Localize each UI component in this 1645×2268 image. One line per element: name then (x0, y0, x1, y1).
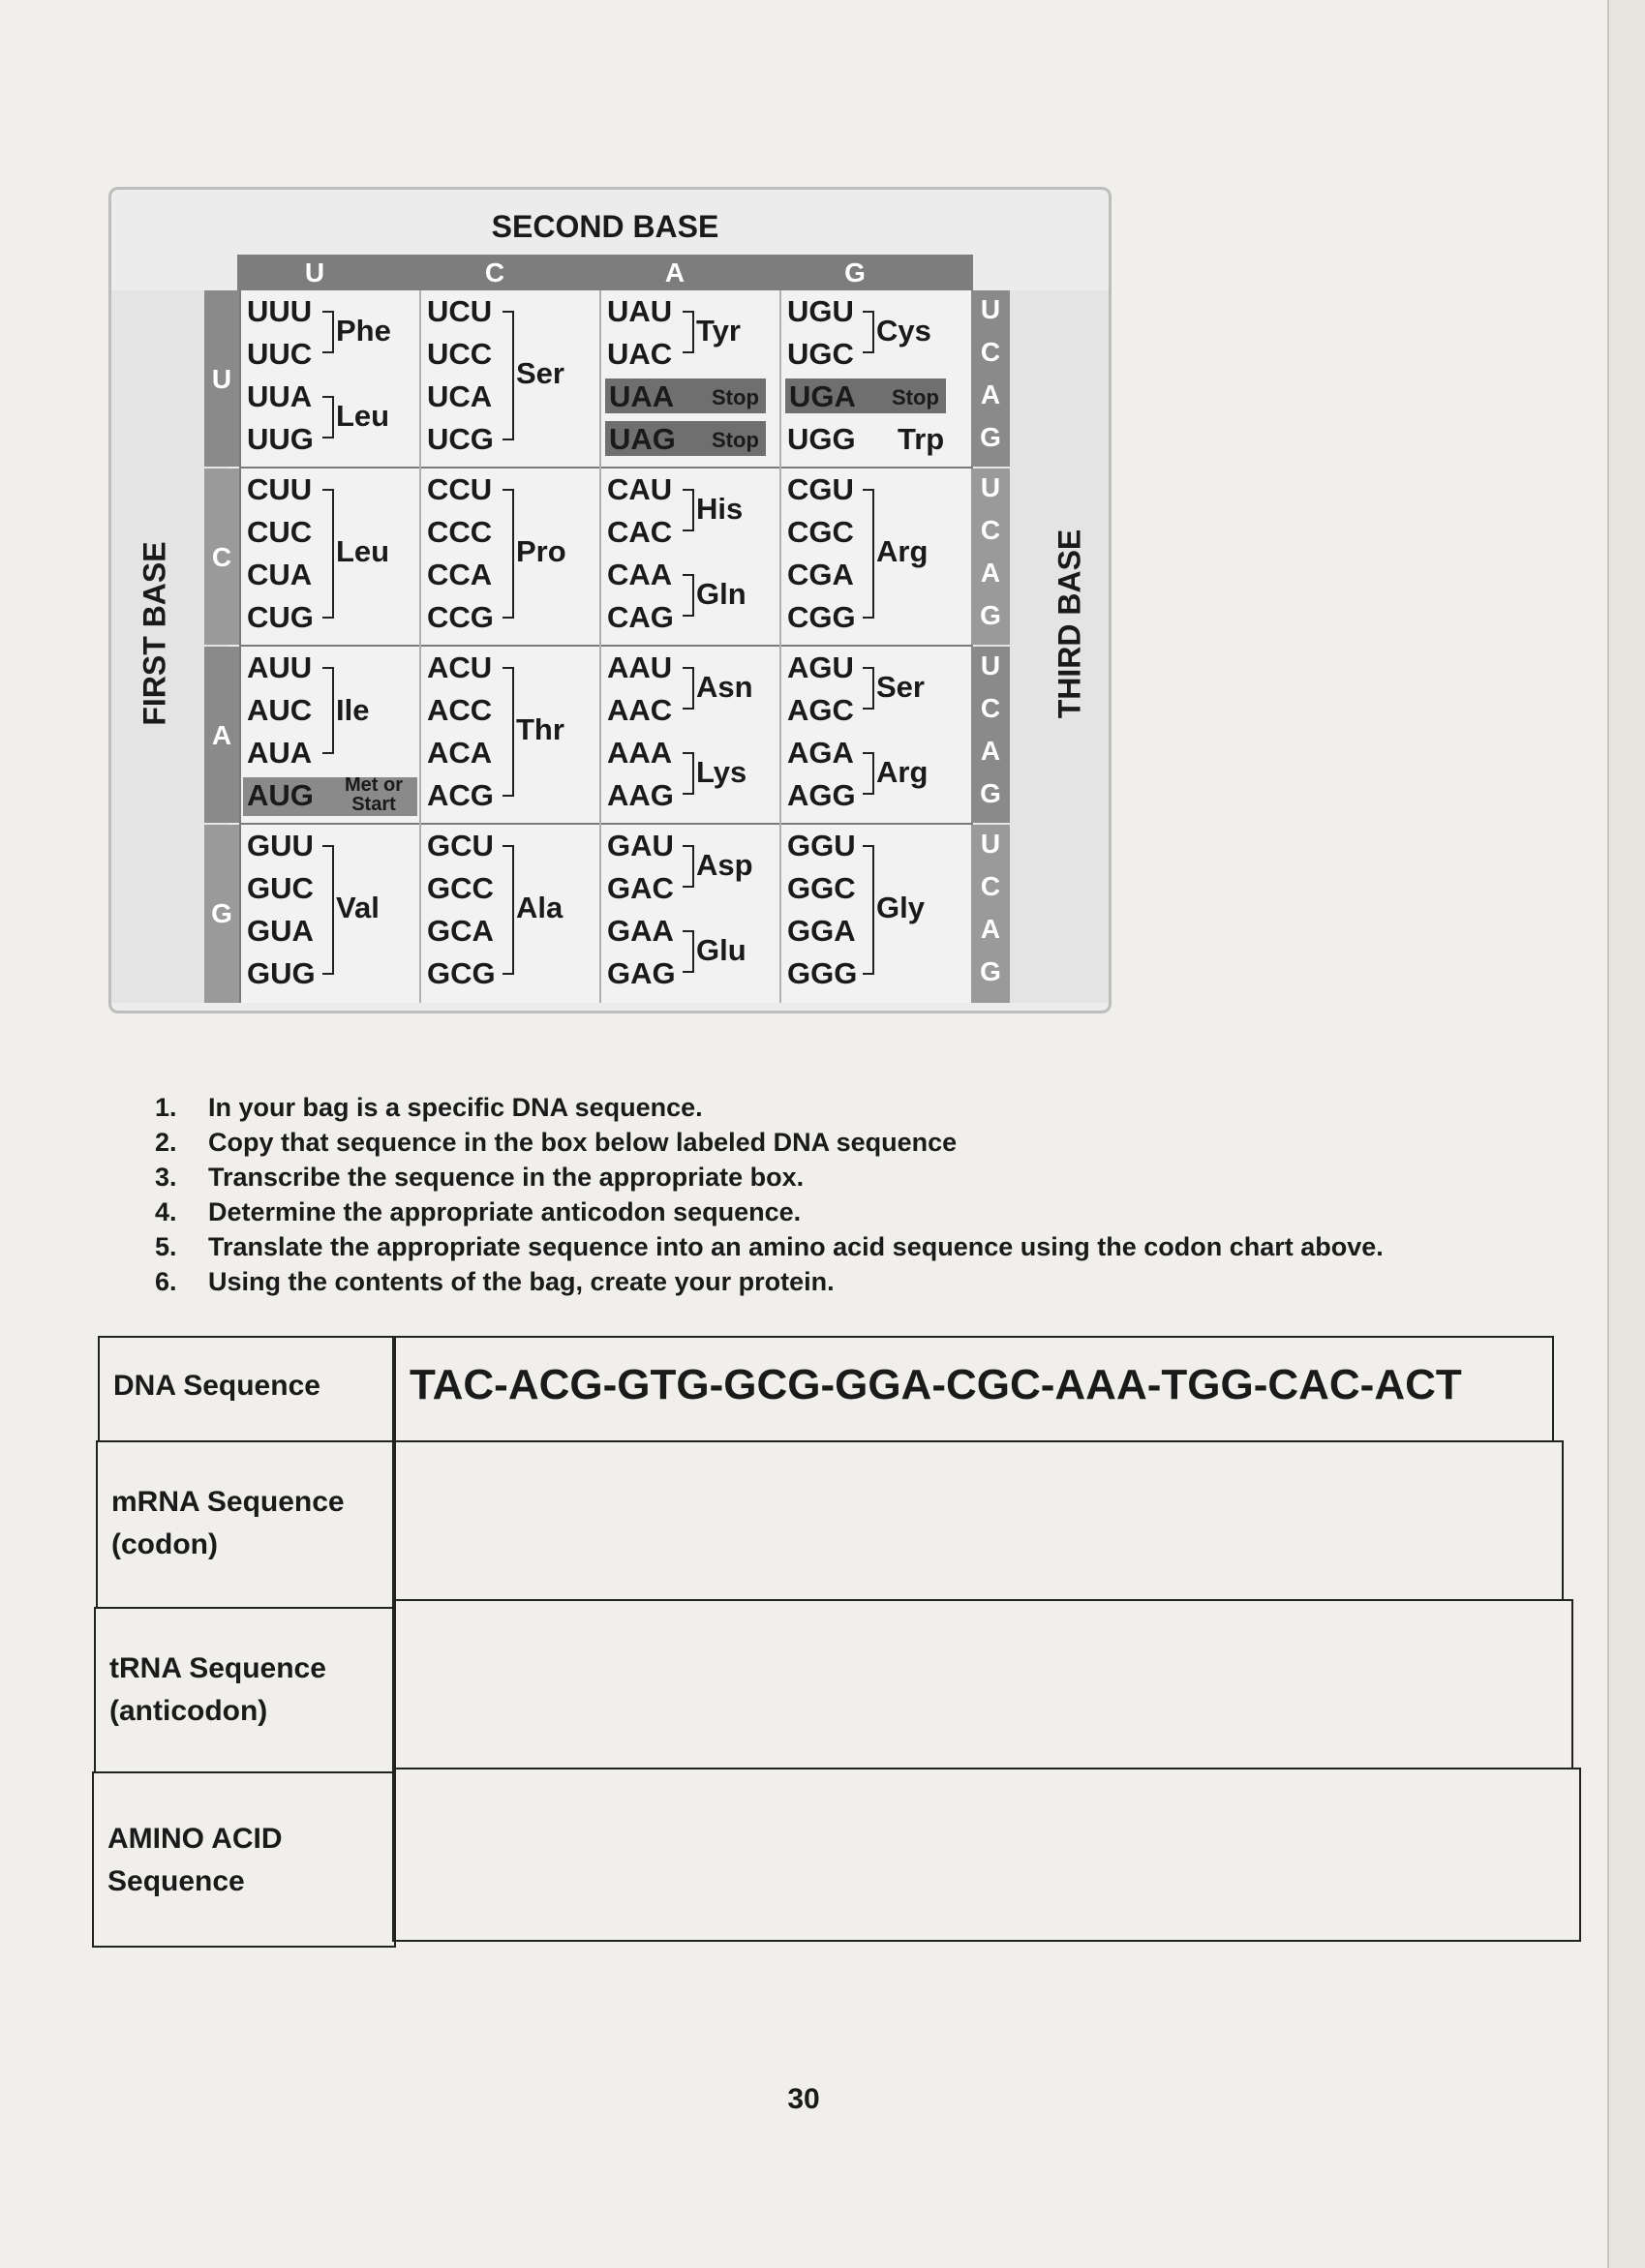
row-label-line: Sequence (107, 1865, 245, 1897)
codon: CUU (247, 472, 313, 506)
third-base-letter: U (980, 829, 1001, 859)
codon: GAU (607, 829, 674, 862)
codon: AUU (247, 650, 313, 684)
first-base-letter-c: C (211, 542, 232, 572)
instruction-number: 6. (155, 1267, 177, 1296)
bracket (683, 752, 694, 795)
bracket (503, 667, 514, 797)
bracket (503, 489, 514, 619)
codon: UUG (247, 422, 314, 456)
first-base-label: FIRST BASE (137, 541, 172, 726)
codon: UCA (427, 379, 493, 413)
codon: CGG (787, 600, 856, 634)
amino-acid: Trp (898, 422, 945, 456)
codon: AGU (787, 650, 854, 684)
bracket (503, 311, 514, 440)
bracket (683, 845, 694, 888)
codon: GGG (787, 956, 858, 990)
third-base-letter: A (980, 558, 1001, 588)
codon: AGA (787, 736, 854, 770)
amino-acid: His (696, 492, 744, 526)
codon: UUU (247, 294, 313, 328)
start-label-line: Met or (345, 774, 403, 796)
codon: GUG (247, 956, 316, 990)
second-base-letter-u: U (304, 257, 325, 287)
instruction-number: 1. (155, 1093, 177, 1122)
codon: CCU (427, 472, 493, 506)
instruction-item (155, 1125, 1549, 1160)
bracket (863, 752, 874, 795)
third-base-letter: C (980, 871, 1001, 901)
third-base-letter: A (980, 914, 1001, 944)
codon: GAG (607, 956, 676, 990)
codon: GUC (247, 871, 314, 905)
codon: UCC (427, 337, 493, 371)
amino-acid: Ile (336, 693, 370, 727)
instruction-number: 4. (155, 1197, 177, 1226)
codon: CCC (427, 515, 493, 549)
codon: CAA (607, 558, 673, 591)
codon-chart (108, 187, 1112, 1013)
row-label-dna (113, 1365, 320, 1407)
codon: UUA (247, 379, 313, 413)
row-label-amino-acid (107, 1818, 283, 1903)
codon: CGA (787, 558, 854, 591)
row-label-line: DNA Sequence (113, 1370, 320, 1402)
codon: GGC (787, 871, 856, 905)
column-divider (779, 290, 781, 1003)
codon: CUA (247, 558, 313, 591)
bracket (322, 396, 334, 438)
instruction-number: 2. (155, 1128, 177, 1157)
row-divider (239, 467, 973, 469)
codon: ACU (427, 650, 493, 684)
codon: CCA (427, 558, 493, 591)
codon: UAC (607, 337, 673, 371)
amino-acid: Ser (516, 356, 564, 390)
instruction-text: Using the contents of the bag, create your protein. (208, 1267, 835, 1296)
column-divider (419, 290, 421, 1003)
amino-acid-sequence-cell[interactable] (392, 1768, 1581, 1942)
codon: UAU (607, 294, 673, 328)
instruction-text: Transcribe the sequence in the appropriate box. (208, 1163, 805, 1192)
codon: CAU (607, 472, 673, 506)
start-label (330, 775, 417, 814)
row-label-line: tRNA Sequence (109, 1652, 326, 1684)
stop-label: Stop (712, 385, 759, 409)
bracket (863, 667, 874, 710)
codon: CGU (787, 472, 854, 506)
amino-acid: Thr (516, 712, 564, 746)
bracket (322, 667, 334, 754)
codon: AAA (607, 736, 673, 770)
amino-acid: Ser (876, 670, 925, 704)
row-label-line: (anticodon) (109, 1695, 268, 1727)
row-label-line: mRNA Sequence (111, 1486, 345, 1518)
third-base-letter: A (980, 379, 1001, 409)
codon: UCU (427, 294, 493, 328)
instruction-item (155, 1194, 1549, 1229)
codon: AUC (247, 693, 313, 727)
third-base-letter: G (980, 600, 1001, 630)
amino-acid: Ala (516, 891, 564, 924)
codon: AGC (787, 693, 854, 727)
row-divider (239, 823, 973, 825)
third-base-letter: G (980, 778, 1001, 808)
page-number: 30 (787, 2083, 820, 2115)
instruction-number: 5. (155, 1232, 177, 1261)
codon: GUA (247, 914, 314, 948)
codon: GGA (787, 914, 856, 948)
codon: AAC (607, 693, 673, 727)
amino-acid: Val (336, 891, 380, 924)
row-label-trna (109, 1648, 326, 1733)
codon: GGU (787, 829, 856, 862)
bracket (863, 845, 874, 975)
codon: UGU (787, 294, 854, 328)
codon: AAU (607, 650, 673, 684)
row-label-line: (codon) (111, 1528, 218, 1560)
instruction-number: 3. (155, 1163, 177, 1192)
stop-label: Stop (712, 428, 759, 452)
codon: ACA (427, 736, 493, 770)
codon: UCG (427, 422, 494, 456)
amino-acid: Cys (876, 314, 931, 348)
codon: CUG (247, 600, 314, 634)
codon: CCG (427, 600, 494, 634)
dna-sequence-value: TAC-ACG-GTG-GCG-GGA-CGC-AAA-TGG-CAC-ACT (410, 1361, 1462, 1408)
row-divider (239, 645, 973, 647)
row-label-line: AMINO ACID (107, 1823, 283, 1855)
instruction-item (155, 1090, 1549, 1125)
first-base-letter-a: A (211, 720, 232, 750)
stop-codon: UGA (789, 379, 856, 413)
codon: UUC (247, 337, 313, 371)
amino-acid: Gly (876, 891, 925, 924)
sequence-table (90, 1336, 1581, 1994)
codon: UGG (787, 422, 856, 456)
amino-acid: Leu (336, 399, 390, 433)
codon: GCG (427, 956, 496, 990)
third-base-label: THIRD BASE (1051, 529, 1087, 719)
start-codon: AUG (247, 778, 314, 812)
stop-codon: UAG (609, 422, 676, 456)
amino-acid: Arg (876, 534, 929, 568)
amino-acid: Glu (696, 933, 746, 967)
instruction-text: Determine the appropriate anticodon sequence. (208, 1197, 802, 1226)
bracket (683, 489, 694, 531)
instruction-text: Translate the appropriate sequence into an amino acid sequence using the codon chart above. (208, 1232, 1384, 1261)
second-base-title: SECOND BASE (491, 209, 719, 244)
third-base-letter: G (980, 422, 1001, 452)
codon: GCA (427, 914, 494, 948)
third-base-letter: C (980, 337, 1001, 367)
codon: GCU (427, 829, 494, 862)
stop-label: Stop (892, 385, 939, 409)
bracket (863, 311, 874, 353)
third-base-letter: C (980, 693, 1001, 723)
instruction-item (155, 1160, 1549, 1194)
amino-acid: Phe (336, 314, 391, 348)
codon: AGG (787, 778, 856, 812)
bracket (683, 667, 694, 710)
instruction-item (155, 1264, 1549, 1299)
bracket (322, 311, 334, 353)
first-base-letter-u: U (211, 364, 232, 394)
instruction-item (155, 1229, 1549, 1264)
amino-acid: Tyr (696, 314, 741, 348)
codon: AUA (247, 736, 313, 770)
bracket (683, 574, 694, 617)
third-base-letter: U (980, 472, 1001, 502)
codon: GCC (427, 871, 494, 905)
bracket (683, 311, 694, 353)
codon: CGC (787, 515, 854, 549)
third-base-letter: U (980, 294, 1001, 324)
mrna-sequence-cell[interactable] (392, 1440, 1564, 1601)
codon: AAG (607, 778, 674, 812)
second-base-letter-g: G (844, 257, 866, 287)
second-base-letter-a: A (664, 257, 685, 287)
codon: GAA (607, 914, 674, 948)
third-base-letter: U (980, 650, 1001, 680)
row-label-mrna (111, 1481, 345, 1566)
amino-acid: Asp (696, 848, 753, 882)
third-base-letter: G (980, 956, 1001, 986)
bracket (683, 930, 694, 973)
bracket (322, 845, 334, 975)
amino-acid: Gln (696, 577, 746, 611)
bracket (322, 489, 334, 619)
amino-acid: Leu (336, 534, 390, 568)
codon: CAC (607, 515, 673, 549)
codon: CUC (247, 515, 313, 549)
start-label-line: Start (351, 794, 396, 815)
stop-codon: UAA (609, 379, 675, 413)
instruction-list (155, 1090, 1549, 1299)
instruction-text: Copy that sequence in the box below labeled DNA sequence (208, 1128, 958, 1157)
first-base-letter-g: G (211, 898, 232, 928)
third-base-letter: C (980, 515, 1001, 545)
codon: UGC (787, 337, 854, 371)
codon: ACC (427, 693, 493, 727)
codon: GUU (247, 829, 314, 862)
instruction-text: In your bag is a specific DNA sequence. (208, 1093, 703, 1122)
codon: ACG (427, 778, 494, 812)
amino-acid: Asn (696, 670, 753, 704)
amino-acid: Pro (516, 534, 566, 568)
second-base-letter-c: C (484, 257, 505, 287)
bracket (863, 489, 874, 619)
third-base-letter: A (980, 736, 1001, 766)
page-edge (1607, 0, 1645, 2268)
bracket (503, 845, 514, 975)
amino-acid: Arg (876, 755, 929, 789)
amino-acid: Lys (696, 755, 747, 789)
codon: CAG (607, 600, 674, 634)
column-divider (599, 290, 601, 1003)
trna-sequence-cell[interactable] (392, 1599, 1573, 1769)
codon: GAC (607, 871, 674, 905)
